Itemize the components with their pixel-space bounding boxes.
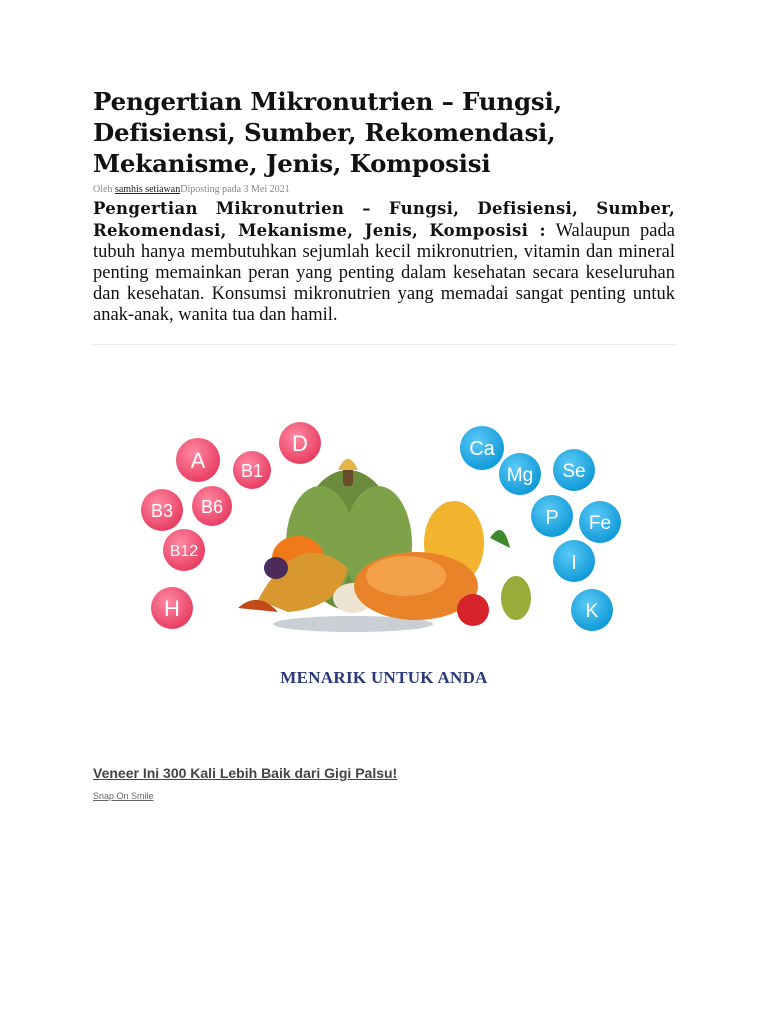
- posted-date: Diposting pada 3 Mei 2021: [180, 184, 290, 195]
- vitamin-a-bubble: [176, 438, 220, 482]
- food-cluster: [238, 459, 534, 632]
- vitamin-label: B3: [150, 501, 174, 521]
- vitamin-label: B12: [169, 543, 199, 560]
- vitamin-b1-bubble: [233, 451, 271, 489]
- vitamin-h-bubble: [151, 587, 193, 629]
- mineral-label: Fe: [588, 513, 612, 534]
- meta-by-label: Oleh: [93, 184, 115, 195]
- mineral-label: Ca: [469, 438, 495, 460]
- mineral-mg-bubble: [499, 453, 541, 495]
- article: [93, 86, 675, 345]
- vitamin-b3-bubble: [141, 489, 183, 531]
- mineral-p-bubble: [531, 495, 573, 537]
- vitamin-label: B6: [200, 497, 224, 517]
- mineral-label: I: [571, 552, 577, 574]
- vitamin-label: B1: [240, 461, 264, 481]
- article-meta: [93, 184, 675, 196]
- vitamin-b12-bubble: [163, 529, 205, 571]
- intro-text: Walaupun pada tubuh hanya membutuhkan sejumlah kecil mikronutrien, vitamin dan mineral penting memainkan peran yang penting dalam kesehatan secara keseluruhan dan kesehatan. Konsumsi mikronutrien yang memadai sangat penting untuk anak-anak, wanita tua dan hamil.: [93, 221, 675, 325]
- author-link[interactable]: samhis setiawan: [114, 184, 181, 195]
- promo-link[interactable]: Veneer Ini 300 Kali Lebih Baik dari Gigi Palsu!: [93, 765, 398, 781]
- vitamin-label: D: [292, 431, 308, 456]
- intro-bold: Pengertian Mikronutrien – Fungsi, Defisiensi, Sumber, Rekomendasi, Mekanisme, Jenis, Komposisi :: [93, 199, 675, 240]
- divider: [93, 344, 675, 345]
- mineral-label: Se: [562, 461, 586, 482]
- mineral-fe-bubble: [579, 501, 621, 543]
- mineral-label: K: [585, 601, 599, 622]
- micronutrient-illustration: [138, 418, 628, 638]
- mineral-label: P: [545, 507, 559, 529]
- mineral-k-bubble: [571, 589, 613, 631]
- mineral-i-bubble: [553, 540, 595, 582]
- mineral-se-bubble: [553, 449, 595, 491]
- article-title: Pengertian Mikronutrien – Fungsi, Defisiensi, Sumber, Rekomendasi, Mekanisme, Jenis, Komposisi: [93, 87, 562, 178]
- mineral-label: Mg: [506, 465, 534, 486]
- section-heading: MENARIK UNTUK ANDA: [280, 668, 488, 687]
- vitamin-b6-bubble: [192, 486, 232, 526]
- promo-source-link[interactable]: Snap On Smile: [93, 791, 154, 801]
- vitamin-label: H: [164, 596, 180, 621]
- vitamin-d-bubble: [279, 422, 321, 464]
- vitamin-label: A: [190, 448, 206, 473]
- mineral-ca-bubble: [460, 426, 504, 470]
- article-intro: [93, 198, 675, 326]
